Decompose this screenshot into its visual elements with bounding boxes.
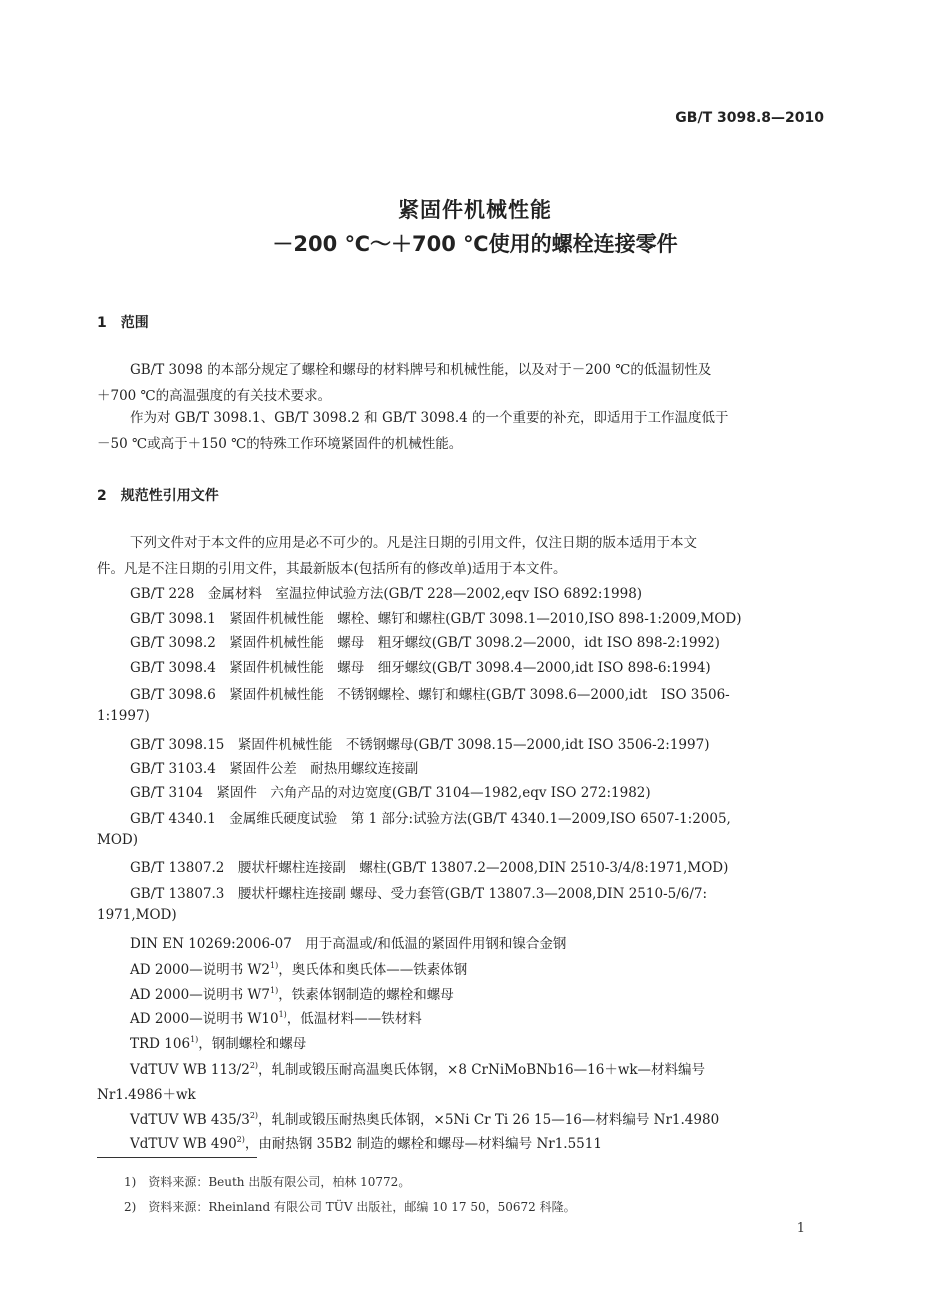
reference-item: GB/T 3104 紧固件 六角产品的对边宽度(GB/T 3104—1982,eqv ISO 272:1982): [130, 785, 651, 801]
footnote: 1) 资料来源：Beuth 出版有限公司，柏林 10772。: [124, 1175, 411, 1189]
reference-item-continuation: Nr1.4986＋wk: [97, 1087, 196, 1103]
reference-item: GB/T 3098.2 紧固件机械性能 螺母 粗牙螺纹(GB/T 3098.2—2000，idt ISO 898-2:1992): [130, 635, 720, 651]
footnote-divider: [97, 1157, 257, 1158]
paragraph-line: 下列文件对于本文件的应用是必不可少的。凡是注日期的引用文件，仅注日期的版本适用于本文: [130, 535, 697, 551]
paragraph-line: ＋700 ℃的高温强度的有关技术要求。: [97, 388, 332, 404]
reference-item: VdTUV WB 490$^{2)}$，由耐热钢 35B2 制造的螺栓和螺母—材料编号 Nr1.5511: [130, 1135, 602, 1152]
section-1-heading: 1 范围: [97, 315, 149, 331]
reference-item: VdTUV WB 113/2$^{2)}$，轧制或锻压耐高温奥氏体钢，×8 CrNiMoBNb16—16＋wk—材料编号: [130, 1061, 706, 1078]
paragraph-line: －50 ℃或高于＋150 ℃的特殊工作环境紧固件的机械性能。: [97, 436, 463, 452]
reference-item-continuation: 1971,MOD): [97, 907, 177, 923]
reference-item: AD 2000—说明书 W7$^{1)}$，铁素体钢制造的螺栓和螺母: [130, 986, 454, 1003]
reference-item: GB/T 3103.4 紧固件公差 耐热用螺纹连接副: [130, 761, 419, 777]
reference-item: GB/T 3098.4 紧固件机械性能 螺母 细牙螺纹(GB/T 3098.4—2000,idt ISO 898-6:1994): [130, 660, 711, 676]
footnote-marker: 2): [249, 1111, 259, 1120]
reference-item-continuation: MOD): [97, 832, 138, 848]
reference-item: GB/T 4340.1 金属维氏硬度试验 第 1 部分:试验方法(GB/T 4340.1—2009,ISO 6507-1:2005,: [130, 811, 731, 827]
footnote-marker: 1): [269, 961, 279, 970]
reference-item: GB/T 3098.6 紧固件机械性能 不锈钢螺栓、螺钉和螺柱(GB/T 3098.6—2000,idt ISO 3506-: [130, 687, 730, 703]
footnote-marker: 1): [269, 986, 279, 995]
page-number: 1: [796, 1221, 805, 1236]
footnote: 2) 资料来源：Rheinland 有限公司 TÜV 出版社，邮编 10 17 50，50672 科隆。: [124, 1200, 576, 1214]
reference-item-continuation: 1:1997): [97, 708, 150, 724]
standard-number: GB/T 3098.8—2010: [675, 110, 824, 126]
reference-item: VdTUV WB 435/3$^{2)}$，轧制或锻压耐热奥氏体钢，×5Ni Cr Ti 26 15—16—材料编号 Nr1.4980: [130, 1111, 720, 1128]
reference-item: GB/T 13807.3 腰状杆螺柱连接副 螺母、受力套管(GB/T 13807.3—2008,DIN 2510-5/6/7:: [130, 886, 708, 902]
reference-item: AD 2000—说明书 W10$^{1)}$，低温材料——铁材料: [130, 1010, 422, 1027]
section-2-heading: 2 规范性引用文件: [97, 488, 219, 504]
paragraph-line: 作为对 GB/T 3098.1、GB/T 3098.2 和 GB/T 3098.4 的一个重要的补充，即适用于工作温度低于: [130, 410, 729, 426]
reference-item: GB/T 13807.2 腰状杆螺柱连接副 螺柱(GB/T 13807.2—2008,DIN 2510-3/4/8:1971,MOD): [130, 860, 729, 876]
document-subtitle: －200 ℃～＋700 ℃使用的螺栓连接零件: [272, 232, 678, 256]
footnote-marker: 1): [190, 1035, 199, 1044]
reference-item: GB/T 3098.15 紧固件机械性能 不锈钢螺母(GB/T 3098.15—2000,idt ISO 3506-2:1997): [130, 737, 710, 753]
paragraph-line: 件。凡是不注日期的引用文件，其最新版本(包括所有的修改单)适用于本文件。: [97, 561, 567, 577]
footnote-marker: 1): [278, 1010, 287, 1019]
reference-item: AD 2000—说明书 W2$^{1)}$，奥氏体和奥氏体——铁素体钢: [130, 961, 468, 978]
reference-item: GB/T 3098.1 紧固件机械性能 螺栓、螺钉和螺柱(GB/T 3098.1—2010,ISO 898-1:2009,MOD): [130, 611, 742, 627]
reference-item: GB/T 228 金属材料 室温拉伸试验方法(GB/T 228—2002,eqv ISO 6892:1998): [130, 586, 643, 602]
footnote-marker: 2): [249, 1061, 259, 1070]
reference-item: TRD 106$^{1)}$，钢制螺栓和螺母: [130, 1035, 307, 1052]
footnote-marker: 2): [236, 1135, 245, 1144]
reference-item: DIN EN 10269:2006-07 用于高温或/和低温的紧固件用钢和镍合金钢: [130, 936, 567, 952]
document-title: 紧固件机械性能: [398, 198, 552, 222]
paragraph-line: GB/T 3098 的本部分规定了螺栓和螺母的材料牌号和机械性能，以及对于－200 ℃的低温韧性及: [130, 362, 712, 378]
